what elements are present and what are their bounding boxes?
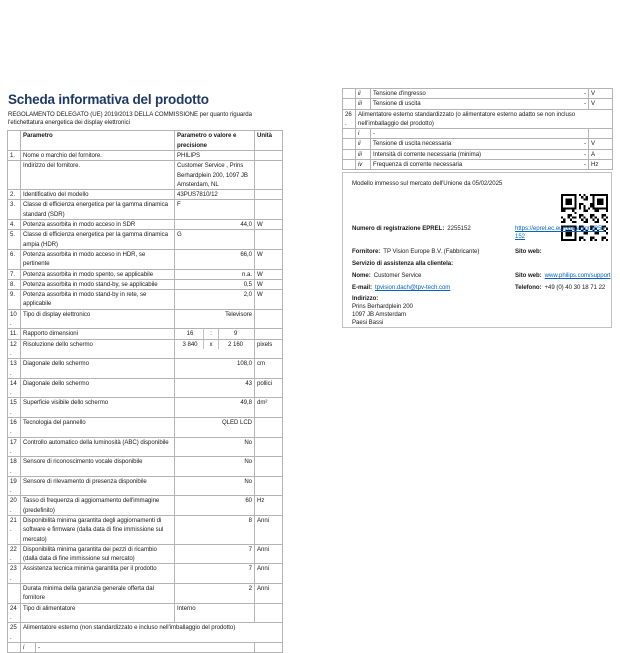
parameter-cell: Potenza assorbita in modo spento, se applicabile <box>21 269 175 279</box>
service-name-row <box>352 272 611 280</box>
row-number-cell: 1. <box>8 151 21 161</box>
row-number-cell <box>8 584 21 604</box>
address-line: Prins Berhardplein 200 <box>352 303 413 311</box>
table-row <box>343 139 613 149</box>
eprel-info-box <box>342 172 612 328</box>
email-label: E-mail: <box>352 284 372 292</box>
address-line: 1097 JB Amsterdam <box>352 311 407 319</box>
row-number-cell: 12. <box>8 339 21 359</box>
value-cell: 60 <box>175 496 255 516</box>
table-row <box>8 378 283 398</box>
value-dash: - <box>584 100 586 108</box>
table-row <box>8 339 283 359</box>
value-cell: 49,8 <box>175 398 255 418</box>
value-cell: 8 <box>175 515 255 544</box>
table-row <box>343 99 613 109</box>
table-row <box>343 109 613 129</box>
phone-number: +49 (0) 40 30 18 71 22 <box>544 284 606 292</box>
service-name: Customer Service <box>373 272 422 280</box>
unit-cell <box>255 309 283 329</box>
unit-cell <box>255 603 283 623</box>
unit-cell: Hz <box>589 160 613 170</box>
parameter-cell: Rapporto dimensioni <box>21 329 175 339</box>
table-row <box>8 329 283 339</box>
table-row <box>343 129 613 139</box>
parameter-cell: Tasso di frequenza di aggiornamento dell'immagine (predefinito) <box>21 496 175 516</box>
eprel-number: 2255152 <box>447 225 471 233</box>
supplier-name: TP Vision Europe B.V. (Fabbricante) <box>383 248 480 256</box>
table-row <box>8 437 283 457</box>
parameter-cell: Disponibilità minima garantita degli aggiornamenti di software e firmware (dalla data di fine immissione sul mercato) <box>21 515 175 544</box>
parameter-cell: Potenza assorbita in modo acceso in HDR, se pertinente <box>21 249 175 269</box>
address-line: Paesi Bassi <box>352 319 384 327</box>
row-number-cell: 21. <box>8 515 21 544</box>
value-dash: - <box>584 140 586 148</box>
parameter-cell: Superficie visibile dello schermo <box>21 398 175 418</box>
table-row <box>8 584 283 604</box>
value-cell: No <box>175 437 255 457</box>
parameter-cell: Classe di efficienza energetica per la gamma dinamica standard (SDR) <box>21 200 175 220</box>
unit-cell <box>255 476 283 496</box>
parameter-cell: Tipo di alimentatore <box>21 603 175 623</box>
value-cell <box>175 339 255 359</box>
parameter-cell: Potenza assorbita in modo acceso in SDR <box>21 220 175 230</box>
name-label: Nome: <box>352 272 371 280</box>
eprel-label: Numero di registrazione EPREL: <box>352 225 445 233</box>
value-cell: 7 <box>175 564 255 584</box>
customer-service-heading-row <box>352 260 608 268</box>
row-number-cell <box>8 642 21 652</box>
website-label: Sito web: <box>515 248 542 256</box>
sub-index-cell: i <box>356 129 371 139</box>
parameter-cell: Alimentatore esterno (non standardizzato e incluso nell'imballaggio del prodotto) <box>21 623 283 643</box>
sub-index-cell: i <box>21 642 36 652</box>
unit-cell: W <box>255 220 283 230</box>
website-label-2: Sito web: <box>515 272 542 280</box>
parameter-cell <box>371 160 589 170</box>
row-number-cell <box>343 139 356 149</box>
unit-cell: A <box>589 149 613 159</box>
row-number-cell: 19. <box>8 476 21 496</box>
row-number-cell: 11. <box>8 329 21 339</box>
parameter-cell: Tecnologia del pannello <box>21 418 175 438</box>
value-part: 16 <box>186 330 194 338</box>
table-row <box>8 603 283 623</box>
row-number-cell <box>8 161 21 190</box>
parameter-cell: Tipo di display elettronico <box>21 309 175 329</box>
table-row <box>8 476 283 496</box>
unit-cell: pollici <box>255 378 283 398</box>
row-number-cell: 14. <box>8 378 21 398</box>
row-number-cell: 10. <box>8 309 21 329</box>
eprel-registration-link[interactable]: https://eprel.ec.europa.eu/qr/2255152 <box>515 225 605 241</box>
unit-cell: V <box>589 99 613 109</box>
right-column <box>342 88 612 328</box>
value-dash: - <box>584 150 586 158</box>
parameter-cell: Sensore di rilevamento di presenza disponibile <box>21 476 175 496</box>
col-header-unit: Unità <box>255 131 283 151</box>
row-number-cell: 2. <box>8 190 21 200</box>
table-row <box>8 249 283 269</box>
row-number-cell <box>343 149 356 159</box>
sub-index-cell: iv <box>356 160 371 170</box>
unit-cell: W <box>255 249 283 269</box>
product-parameters-table-left <box>7 130 283 653</box>
value-cell: 66,0 <box>175 249 255 269</box>
unit-cell: Anni <box>255 564 283 584</box>
unit-cell <box>589 129 613 139</box>
table-row <box>8 398 283 418</box>
unit-cell <box>255 642 283 652</box>
parameter-cell: Alimentatore esterno standardizzato (o alimentatore esterno adatto se non incluso nell'imballaggio del prodotto) <box>356 109 613 129</box>
parameter-cell: Potenza assorbita in modo stand-by, se applicabile <box>21 279 175 289</box>
unit-cell: Hz <box>255 496 283 516</box>
parameter-cell: Sensore di riconoscimento vocale disponibile <box>21 457 175 477</box>
value-cell: - <box>36 642 255 652</box>
row-number-cell: 25. <box>8 623 21 643</box>
sub-index-cell: ii <box>356 139 371 149</box>
unit-cell: Anni <box>255 544 283 564</box>
row-number-cell <box>343 89 356 99</box>
parameter-cell: Controllo automatico della luminosità (ABC) disponibile <box>21 437 175 457</box>
address-label: Indirizzo: <box>352 295 379 303</box>
value-cell: n.a. <box>175 269 255 279</box>
row-number-cell: 24. <box>8 603 21 623</box>
unit-cell: pixels <box>255 339 283 359</box>
value-dash: - <box>584 90 586 97</box>
parameter-cell <box>371 89 589 99</box>
parameter-cell: Durata minima della garanzia generale offerta dal fornitore <box>21 584 175 604</box>
value-cell: 43 <box>175 378 255 398</box>
unit-cell <box>255 457 283 477</box>
unit-cell: W <box>255 290 283 310</box>
parameter-cell <box>371 99 589 109</box>
page-title: Scheda informativa del prodotto <box>8 92 209 107</box>
parameter-cell: Identificativo del modello <box>21 190 175 200</box>
value-cell: 2 <box>175 584 255 604</box>
row-number-cell: 7. <box>8 269 21 279</box>
unit-cell <box>255 230 283 250</box>
parameter-cell: Nome o marchio del fornitore. <box>21 151 175 161</box>
row-number-cell: 17. <box>8 437 21 457</box>
unit-cell: Anni <box>255 515 283 544</box>
table-row <box>8 151 283 161</box>
regulation-subtitle: REGOLAMENTO DELEGATO (UE) 2019/2013 DELLA COMMISSIONE per quanto riguarda l'etichettatura energetica dei display elettronici <box>8 111 252 126</box>
value-cell: PHILIPS <box>175 151 255 161</box>
table-row <box>8 200 283 220</box>
customer-service-heading: Servizio di assistenza alla clientela: <box>352 260 454 268</box>
table-row <box>8 279 283 289</box>
row-number-cell: 15. <box>8 398 21 418</box>
value-cell: Televisore <box>175 309 255 329</box>
sub-index-cell: iii <box>356 149 371 159</box>
value-cell: Customer Service , Prins Berhardplein 200, 1097 JB Amsterdam, NL <box>175 161 255 190</box>
value-cell: G <box>175 230 255 250</box>
table-row <box>8 190 283 200</box>
table-row <box>8 457 283 477</box>
value-cell: 43PUS7810/12 <box>175 190 255 200</box>
parameter-text: Tensione d'ingresso <box>373 90 426 97</box>
parameter-cell: Potenza assorbita in modo stand-by in rete, se applicabile <box>21 290 175 310</box>
sub-index-cell: ii <box>356 89 371 99</box>
value-cell: F <box>175 200 255 220</box>
table-row <box>343 149 613 159</box>
parameter-cell <box>371 139 589 149</box>
row-number-cell: 23. <box>8 564 21 584</box>
col-header-value: Parametro o valore e precisione <box>175 131 255 151</box>
row-number-cell <box>343 160 356 170</box>
table-row <box>8 418 283 438</box>
table-row <box>8 623 283 643</box>
table-row <box>8 220 283 230</box>
row-number-cell <box>343 129 356 139</box>
unit-cell <box>255 418 283 438</box>
value-part: 2 160 <box>228 340 244 348</box>
unit-cell <box>255 437 283 457</box>
table-row <box>8 359 283 379</box>
unit-cell: W <box>255 269 283 279</box>
parameter-cell <box>371 149 589 159</box>
table-row <box>8 309 283 329</box>
row-number-cell: 8. <box>8 279 21 289</box>
table-row <box>8 515 283 544</box>
phone-label: Telefono: <box>515 284 542 292</box>
parameter-cell: Classe di efficienza energetica per la gamma dinamica ampia (HDR) <box>21 230 175 250</box>
unit-cell <box>255 190 283 200</box>
unit-cell <box>255 161 283 190</box>
value-cell: 44,0 <box>175 220 255 230</box>
table-header-row <box>8 131 283 151</box>
unit-cell <box>255 200 283 220</box>
value-cell: 7 <box>175 544 255 564</box>
supplier-row <box>352 248 608 256</box>
table-row <box>8 642 283 652</box>
philips-support-link[interactable]: www.philips.com/support <box>544 272 611 280</box>
parameter-text: Tensione di uscita <box>373 100 421 108</box>
parameter-cell: Diagonale dello schermo <box>21 378 175 398</box>
row-number-cell: 6. <box>8 249 21 269</box>
unit-cell: V <box>589 89 613 99</box>
row-number-cell: 26. <box>343 109 356 129</box>
table-row <box>8 269 283 279</box>
sub-index-cell: iii <box>356 99 371 109</box>
value-cell: No <box>175 457 255 477</box>
value-cell: No <box>175 476 255 496</box>
table-row <box>343 160 613 170</box>
unit-cell: cm <box>255 359 283 379</box>
table-row <box>343 89 613 99</box>
value-part: x <box>203 340 219 349</box>
supplier-label: Fornitore: <box>352 248 381 256</box>
table-row <box>8 544 283 564</box>
row-number-cell: 22. <box>8 544 21 564</box>
parameter-cell: Disponibilità minima garantita dei pezzi di ricambio (dalla data di fine immissione sul mercato) <box>21 544 175 564</box>
row-number-cell <box>343 99 356 109</box>
col-header-number <box>8 131 21 151</box>
value-part: 9 <box>233 330 238 338</box>
row-number-cell: 4. <box>8 220 21 230</box>
product-parameters-table-right <box>342 88 613 170</box>
value-cell: - <box>371 129 589 139</box>
eprel-registration-row <box>352 225 608 241</box>
parameter-text: Intensità di corrente necessaria (minima) <box>373 150 482 158</box>
table-row <box>8 564 283 584</box>
parameter-cell: Diagonale dello schermo <box>21 359 175 379</box>
table-row <box>8 230 283 250</box>
row-number-cell: 3. <box>8 200 21 220</box>
parameter-text: Tensione di uscita necessaria <box>373 140 452 148</box>
unit-cell: Anni <box>255 584 283 604</box>
value-cell <box>175 329 255 339</box>
col-header-param: Parametro <box>21 131 175 151</box>
table-row <box>8 290 283 310</box>
parameter-cell: Risoluzione dello schermo <box>21 339 175 359</box>
unit-cell: V <box>589 139 613 149</box>
left-column <box>7 93 283 653</box>
parameter-cell: Indirizzo del fornitore. <box>21 161 175 190</box>
unit-cell: dm² <box>255 398 283 418</box>
value-cell: 0,5 <box>175 279 255 289</box>
row-number-cell: 20. <box>8 496 21 516</box>
value-cell: 108,0 <box>175 359 255 379</box>
row-number-cell: 16. <box>8 418 21 438</box>
parameter-text: Frequenza di corrente necessaria <box>373 161 463 169</box>
address-row <box>352 295 608 327</box>
row-number-cell: 5. <box>8 230 21 250</box>
value-part: 3 840 <box>182 340 198 348</box>
table-row <box>8 496 283 516</box>
table-row <box>8 161 283 190</box>
unit-cell <box>255 329 283 339</box>
value-dash: - <box>584 161 586 169</box>
market-entry-line: Modello immesso sul mercato dell'Unione da 05/02/2025 <box>352 180 503 188</box>
unit-cell: W <box>255 279 283 289</box>
email-link[interactable]: tpvision.dach@tpv-tech.com <box>374 284 451 292</box>
parameter-cell: Assistenza tecnica minima garantita per il prodotto <box>21 564 175 584</box>
value-cell: Interno <box>175 603 255 623</box>
row-number-cell: 9. <box>8 290 21 310</box>
row-number-cell: 13. <box>8 359 21 379</box>
value-part: : <box>203 329 219 338</box>
email-phone-row <box>352 284 608 292</box>
value-cell: 2,0 <box>175 290 255 310</box>
unit-cell <box>255 151 283 161</box>
value-cell: QLED LCD <box>175 418 255 438</box>
row-number-cell: 18. <box>8 457 21 477</box>
